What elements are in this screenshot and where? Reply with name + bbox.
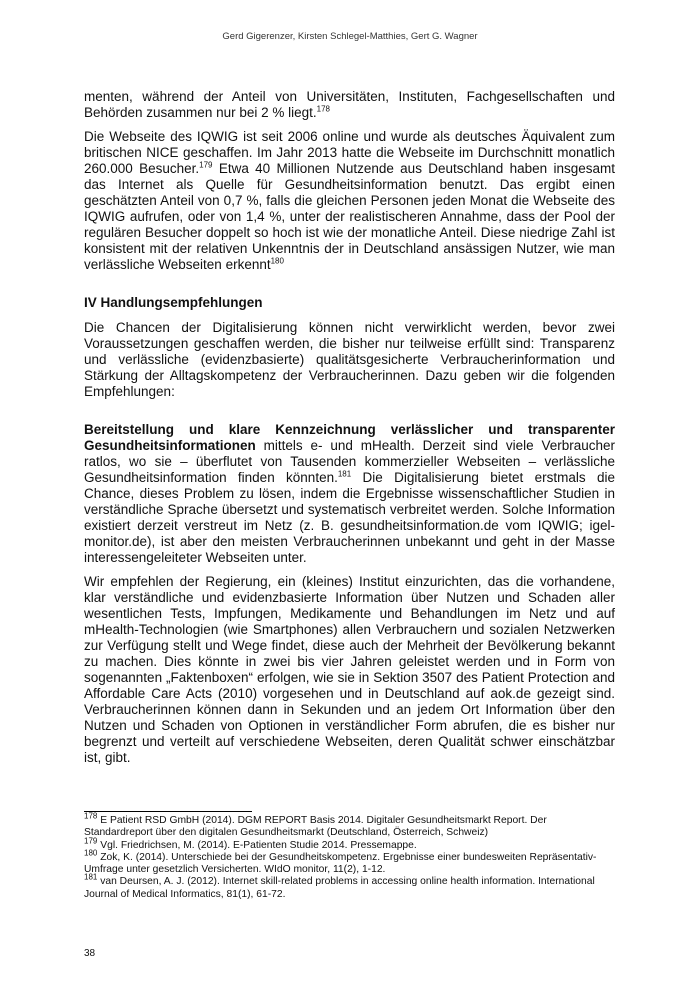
footnote-ref-179[interactable]: 179 [199,160,213,170]
paragraph-2: Die Webseite des IQWIG ist seit 2006 online und wurde als deutsches Äquivalent zum britischen NICE geschaffen. Im Jahr 2013 hatte die Webseite im Durchschnitt monatlich 260.000 Besucher.$^{179}$ Etwa 40 Millionen Nutzende aus Deutschland haben insgesamt das Internet als Quelle für Gesundheitsinformation benutzt. Das ergibt einen geschätzten Anteil von 0,7 %, falls die gleichen Personen jeden Monat die Webseite des IQWIG aufrufen, oder von 1,4 %, unter der realistischeren Annahme, dass der Pool der regulären Besucher doppelt so hoch ist wie der monatliche Anteil. Diese niedrige Zahl ist konsistent mit der relativen Unkenntnis der in Deutschland ansässigen Nutzer, wie man verlässliche Webseiten erkennt$^{180}$ [84,129,615,272]
running-header: Gerd Gigerenzer, Kirsten Schlegel-Matthies, Gert G. Wagner [222,31,478,42]
paragraph-5: Wir empfehlen der Regierung, ein (kleines) Institut einzurichten, das die vorhandene, klar verständliche und evidenzbasierte Information über Nutzen und Schaden aller wesentlichen Tests, Impfungen, Medikamente und Behandlungen im Netz und auf mHealth-Technologien (wie Smartphones) allen Verbrauchern und sozialen Netzwerken zur Verfügung stellt und Wege findet, diese auch der Mehrheit der Bevölkerung bekannt zu machen. Dies könnte in zwei bis vier Jahren geleistet werden und in Form von sogenannten „Faktenboxen“ erfolgen, wie sie in Sektion 3507 des Patient Protection and Affordable Care Acts (2010) vorgesehen und in Deutschland auf aok.de gezeigt sind. Verbraucherinnen können dann in Sekunden und an jedem Ort Information über den Nutzen und Schaden von Optionen in verständlicher Form abrufen, die es bisher nur begrenzt und verteilt auf verschiedene Webseiten, deren Qualität schwer einschätzbar ist, gibt. [84,574,615,765]
footnote-divider [84,811,252,812]
page-number: 38 [84,948,96,959]
footnotes [84,811,615,901]
footnote-ref-181[interactable]: 181 [337,469,352,479]
section-heading: IV Handlungsempfehlungen [84,295,263,310]
footnote-181: $^{181}$ van Deursen, A. J. (2012). Internet skill-related problems in accessing online health information. International Journal of Medical Informatics, 81(1), 61-72. [84,873,595,900]
footnote-179: $^{179}$ Vgl. Friedrichsen, M. (2014). E-Patienten Studie 2014. Pressemappe. [84,836,417,851]
paragraph-1: menten, während der Anteil von Universitäten, Instituten, Fachgesellschaften und Behörden zusammen nur bei 2 % liegt.$^{178}$ [84,89,615,120]
footnote-180: $^{180}$ Zok, K. (2014). Unterschiede bei der Gesundheitskompetenz. Ergebnisse einer bundesweiten Repräsentativ-Umfrage unter gesetzlich Versicherten. WIdO monitor, 11(2), 1-12. [84,848,597,876]
paragraph-3: Die Chancen der Digitalisierung können nicht verwirklicht werden, bevor zwei Voraussetzungen geschaffen werden, die bisher nur teilweise erfüllt sind: Transparenz und verlässliche (evidenzbasierte) qualitätsgesicherte Verbraucherinformation und Stärkung der Alltagskompetenz der Verbraucherinnen. Dazu geben wir die folgenden Empfehlungen: [84,320,615,399]
main-text [84,89,615,774]
footnote-ref-178[interactable]: 178 [316,104,330,114]
footnote-ref-180[interactable]: 180 [270,256,284,266]
bold-lead: Bereitstellung und klare Kennzeichnung verlässlicher und transparenter Gesundheitsinformationen [84,422,615,453]
paragraph-4: Bereitstellung und klare Kennzeichnung verlässlicher und transparenter Gesundheitsinformationen mittels e- und mHealth. Derzeit sind viele Verbraucher ratlos, wo sie – überflutet von Tausenden kommerzieller Webseiten – verlässliche Gesundheitsinformation finden könnten.$^{181}$ Die Digitalisierung bietet erstmals die Chance, dieses Problem zu lösen, indem die Ergebnisse wissenschaftlicher Studien in verständliche Sprache übersetzt und systematisch verbreitet werden. Solche Information existiert derzeit verstreut im Netz (z. B. gesundheitsinformation.de vom IQWIG; igel-monitor.de), ist aber den meisten Verbraucherinnen unbekannt und geht in der Masse interessengeleiteter Webseiten unter. [84,422,615,565]
footnote-178: $^{178}$ E Patient RSD GmbH (2014). DGM REPORT Basis 2014. Digitaler Gesundheitsmarkt Report. Der Standardreport über den digitalen Gesundheitsmarkt (Deutschland, Österreich, Schweiz) [84,811,547,839]
